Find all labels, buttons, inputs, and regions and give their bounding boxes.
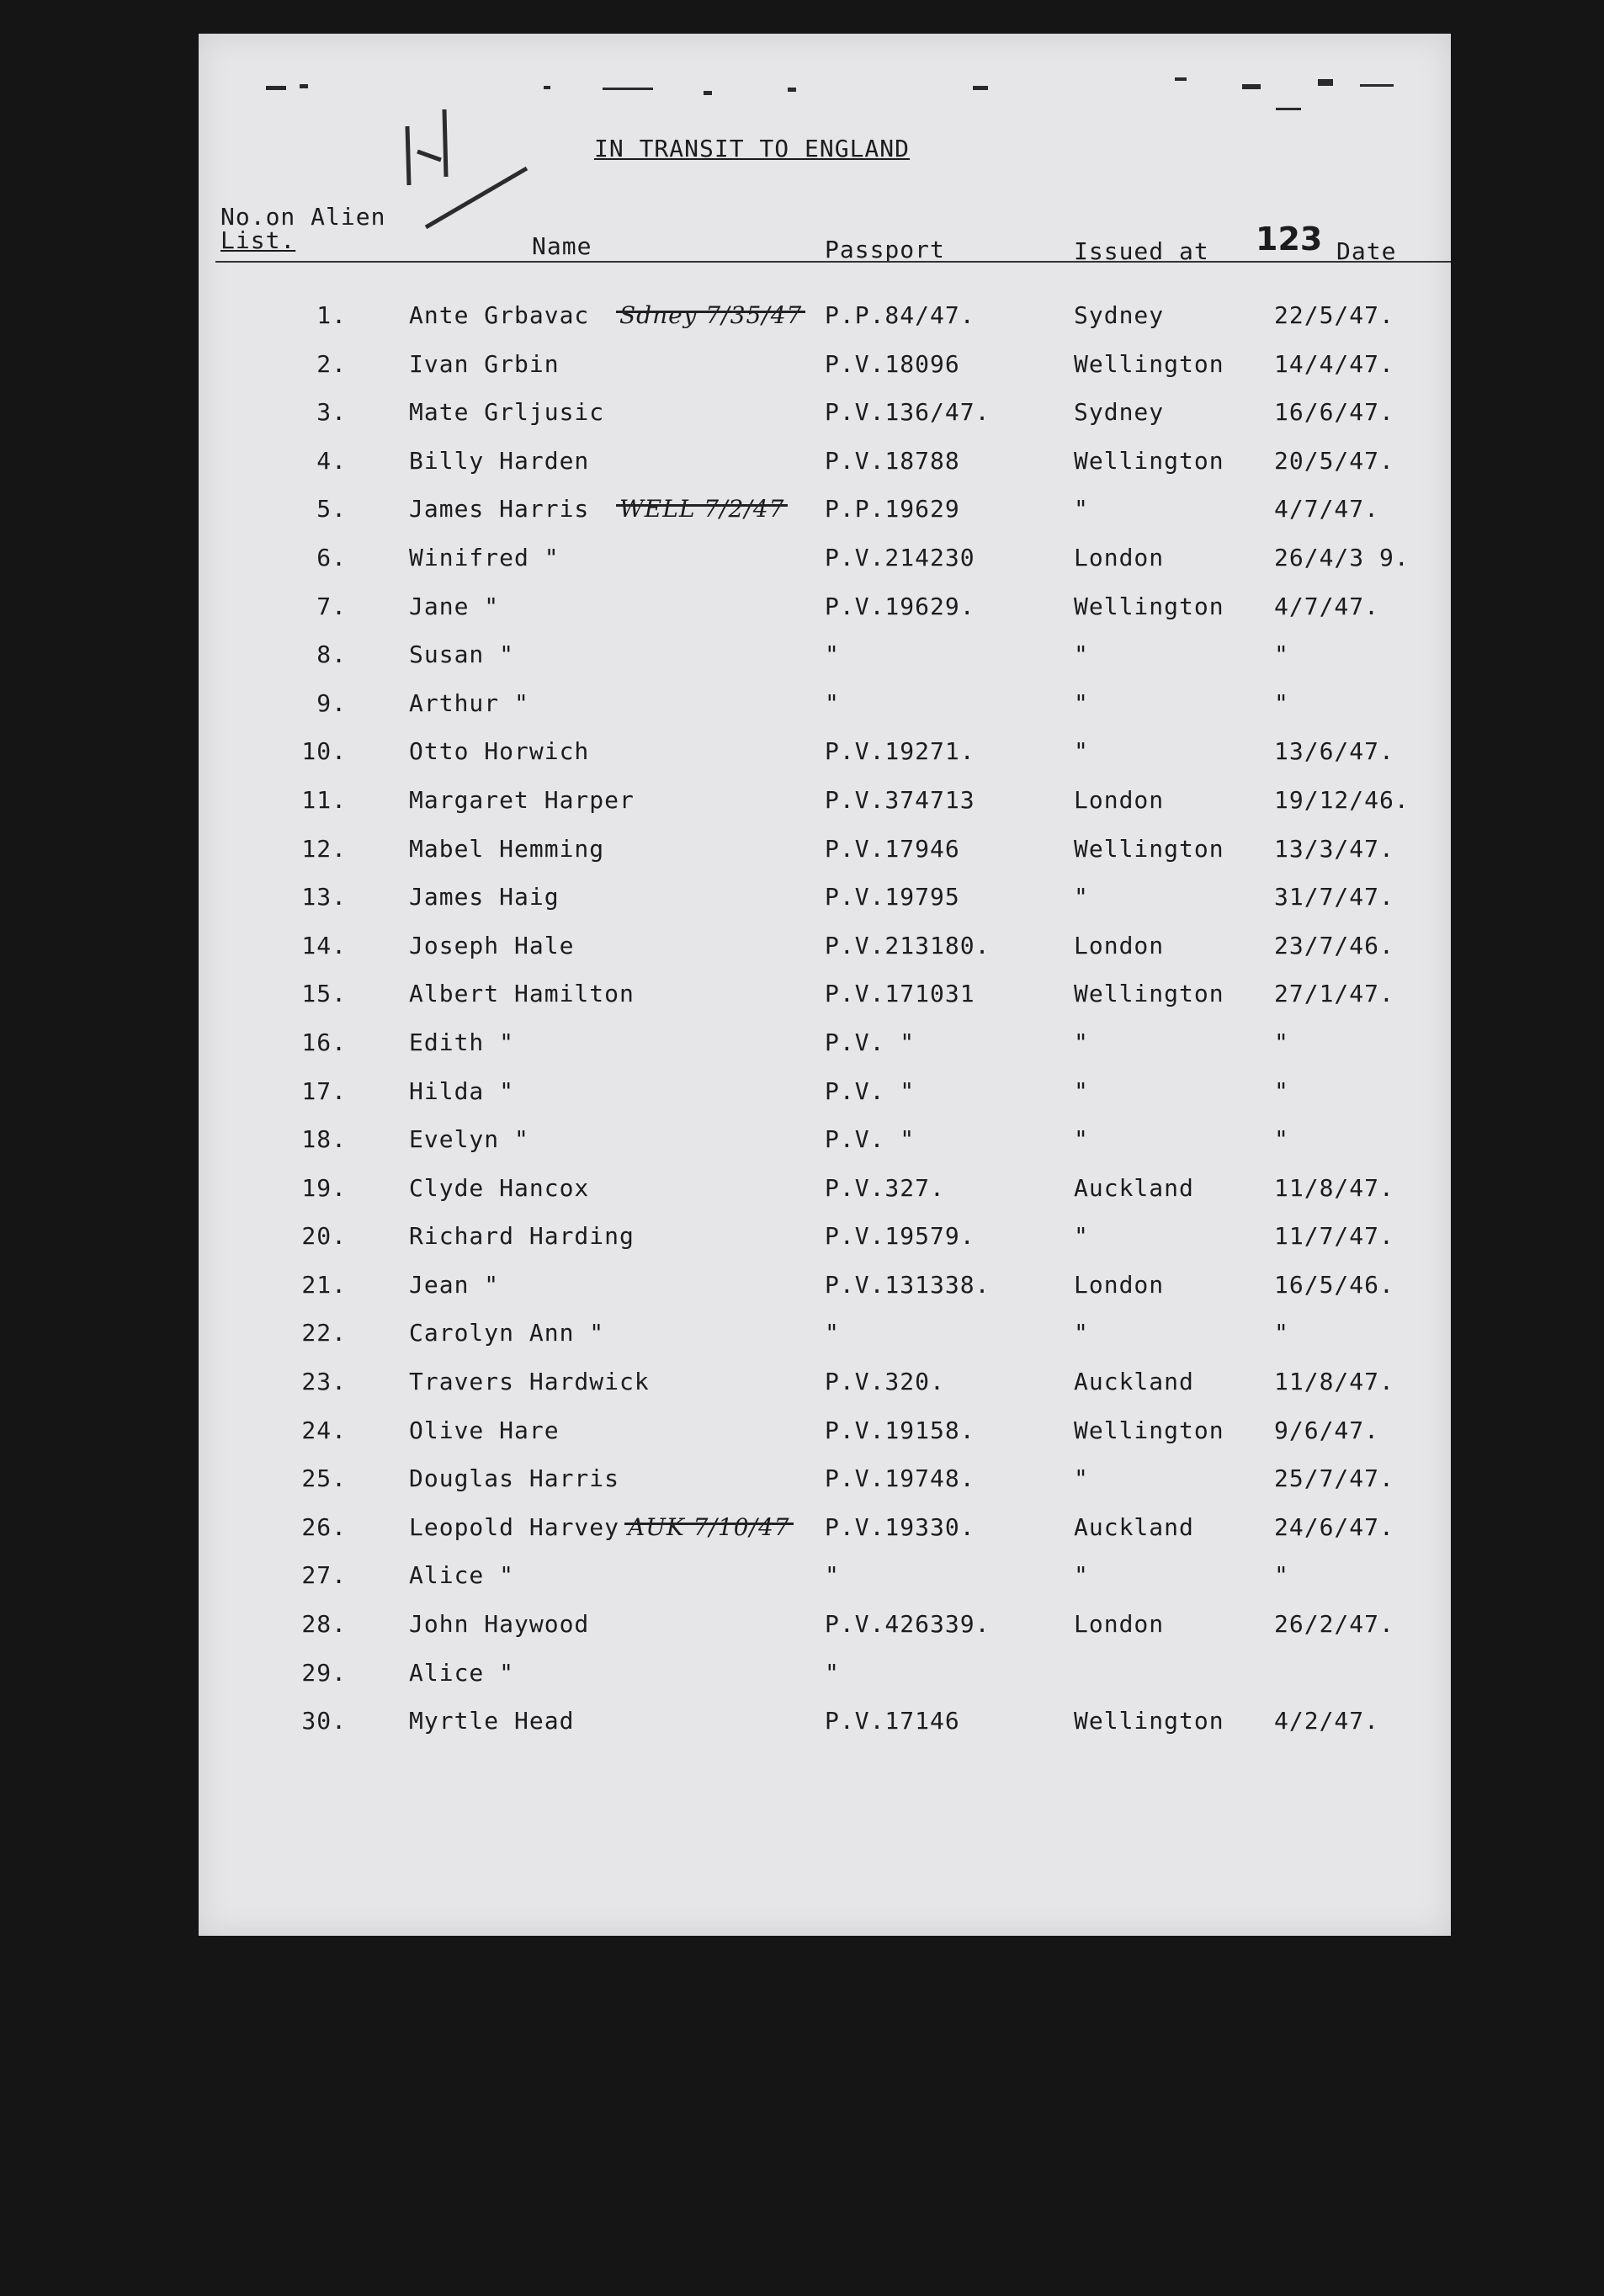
row-issued-at: London <box>1074 543 1165 571</box>
row-issued-at: " <box>1074 1076 1089 1105</box>
row-number: 3. <box>316 398 347 427</box>
row-number: 22. <box>301 1319 347 1347</box>
table-row <box>199 737 1451 786</box>
row-number: 24. <box>301 1416 347 1444</box>
table-row <box>199 1125 1451 1174</box>
table-row <box>199 301 1451 350</box>
row-passport: " <box>825 1319 840 1347</box>
row-issued-at: London <box>1074 785 1165 814</box>
row-number: 10. <box>301 737 347 766</box>
table-row <box>199 1077 1451 1126</box>
row-issued-at: " <box>1074 640 1089 669</box>
row-name: Myrtle Head <box>409 1707 575 1735</box>
row-number: 20. <box>301 1222 347 1251</box>
row-name: Edith " <box>409 1028 515 1056</box>
row-issued-at: " <box>1074 1464 1089 1493</box>
row-issued-at: London <box>1074 931 1165 959</box>
row-date: " <box>1274 1319 1289 1347</box>
row-issued-at: London <box>1074 1270 1165 1299</box>
row-number: 25. <box>301 1464 347 1493</box>
row-name: John Haywood <box>409 1610 590 1639</box>
table-row <box>199 1464 1451 1513</box>
row-issued-at: Wellington <box>1074 592 1224 620</box>
row-issued-at: " <box>1074 1222 1089 1251</box>
table-row <box>199 1028 1451 1077</box>
row-passport: P.P.84/47. <box>825 301 975 329</box>
row-name: Arthur " <box>409 688 529 717</box>
row-date: 26/2/47. <box>1274 1610 1394 1639</box>
row-issued-at: " <box>1074 1125 1089 1154</box>
row-date: 11/7/47. <box>1274 1222 1394 1251</box>
row-name: Travers Hardwick <box>409 1368 650 1396</box>
row-date: 25/7/47. <box>1274 1464 1394 1493</box>
row-passport: P.V.426339. <box>825 1610 991 1639</box>
header-number-line2: List. <box>220 226 296 254</box>
row-passport: P.V.17146 <box>825 1707 960 1735</box>
row-number: 16. <box>301 1028 347 1056</box>
folio-handwritten-mark <box>401 93 535 236</box>
row-issued-at: Wellington <box>1074 1416 1224 1444</box>
table-row <box>199 640 1451 689</box>
row-number: 29. <box>301 1658 347 1687</box>
row-issued-at: Wellington <box>1074 1707 1224 1735</box>
row-date: 4/7/47. <box>1274 495 1380 524</box>
row-name: Susan " <box>409 640 515 669</box>
row-passport: P.V.19271. <box>825 737 975 766</box>
table-row <box>199 689 1451 738</box>
row-number: 5. <box>316 495 347 524</box>
row-date: " <box>1274 640 1289 669</box>
row-passport: P.V.18788 <box>825 446 960 475</box>
row-issued-at: " <box>1074 1319 1089 1347</box>
row-date: 22/5/47. <box>1274 301 1394 329</box>
row-passport: P.V.18096 <box>825 349 960 378</box>
row-name: Jane " <box>409 592 500 620</box>
row-date: 14/4/47. <box>1274 349 1394 378</box>
table-row <box>199 593 1451 641</box>
row-date: 31/7/47. <box>1274 883 1394 911</box>
row-number: 27. <box>301 1561 347 1590</box>
row-number: 2. <box>316 349 347 378</box>
row-date: 20/5/47. <box>1274 446 1394 475</box>
row-name: Hilda " <box>409 1076 515 1105</box>
row-issued-at: Sydney <box>1074 301 1165 329</box>
header-passport: Passport <box>825 236 945 263</box>
document-title: IN TRANSIT TO ENGLAND <box>594 135 911 162</box>
row-passport: P.V.19579. <box>825 1222 975 1251</box>
row-issued-at: Wellington <box>1074 446 1224 475</box>
row-name: Alice " <box>409 1561 515 1590</box>
table-row <box>199 1174 1451 1223</box>
table-row <box>199 350 1451 399</box>
row-passport: P.P.19629 <box>825 495 960 524</box>
row-number: 1. <box>316 301 347 329</box>
row-issued-at: Auckland <box>1074 1173 1194 1202</box>
row-date: 13/6/47. <box>1274 737 1394 766</box>
row-issued-at: " <box>1074 1561 1089 1590</box>
row-number: 26. <box>301 1512 347 1541</box>
table-row <box>199 980 1451 1028</box>
row-name: Douglas Harris <box>409 1464 620 1493</box>
row-name: Evelyn " <box>409 1125 529 1154</box>
row-number: 28. <box>301 1610 347 1639</box>
table-row <box>199 1659 1451 1708</box>
row-passport: P.V. " <box>825 1028 916 1056</box>
row-date: 4/7/47. <box>1274 592 1380 620</box>
row-name: Carolyn Ann " <box>409 1319 605 1347</box>
row-name: Mate Grljusic <box>409 398 605 427</box>
table-row <box>199 398 1451 447</box>
row-name: Otto Horwich <box>409 737 590 766</box>
row-passport: P.V.320. <box>825 1368 945 1396</box>
row-number: 13. <box>301 883 347 911</box>
row-name: Jean " <box>409 1270 500 1299</box>
table-row <box>199 1707 1451 1756</box>
row-passport: " <box>825 688 840 717</box>
row-name: Billy Harden <box>409 446 590 475</box>
header-issued-at: Issued at <box>1074 237 1209 265</box>
row-issued-at: " <box>1074 495 1089 524</box>
row-issued-at: Wellington <box>1074 834 1224 863</box>
row-date: 16/6/47. <box>1274 398 1394 427</box>
struck-through-annotation: AUK 7/10/47 <box>628 1512 790 1541</box>
row-number: 21. <box>301 1270 347 1299</box>
row-issued-at: Auckland <box>1074 1368 1194 1396</box>
row-passport: " <box>825 640 840 669</box>
row-name: Margaret Harper <box>409 785 635 814</box>
row-number: 19. <box>301 1173 347 1202</box>
table-row <box>199 835 1451 884</box>
row-name: Albert Hamilton <box>409 980 635 1008</box>
table-row <box>199 544 1451 593</box>
row-name: Olive Hare <box>409 1416 560 1444</box>
row-number: 11. <box>301 785 347 814</box>
row-date: " <box>1274 1125 1289 1154</box>
row-date: 26/4/3 9. <box>1274 543 1410 571</box>
row-number: 23. <box>301 1368 347 1396</box>
row-passport: P.V.19158. <box>825 1416 975 1444</box>
row-number: 8. <box>316 640 347 669</box>
row-date: 19/12/46. <box>1274 785 1410 814</box>
row-passport: P.V.374713 <box>825 785 975 814</box>
table-row <box>199 1271 1451 1320</box>
row-issued-at: Sydney <box>1074 398 1165 427</box>
header-number-line1: No.on Alien <box>220 203 386 231</box>
row-date: " <box>1274 1028 1289 1056</box>
page-number: 123 <box>1256 221 1323 258</box>
row-name: Ivan Grbin <box>409 349 560 378</box>
row-name: James Haig <box>409 883 560 911</box>
row-issued-at: Auckland <box>1074 1512 1194 1541</box>
row-date: 13/3/47. <box>1274 834 1394 863</box>
row-number: 15. <box>301 980 347 1008</box>
row-name: Alice " <box>409 1658 515 1687</box>
row-date: " <box>1274 1076 1289 1105</box>
row-date: 11/8/47. <box>1274 1368 1394 1396</box>
row-number: 7. <box>316 592 347 620</box>
row-date: " <box>1274 1561 1289 1590</box>
row-issued-at: " <box>1074 688 1089 717</box>
row-issued-at: Wellington <box>1074 349 1224 378</box>
row-passport: P.V.213180. <box>825 931 991 959</box>
row-passport: P.V.131338. <box>825 1270 991 1299</box>
table-row <box>199 1610 1451 1659</box>
header-rule <box>215 261 1451 263</box>
row-date: " <box>1274 688 1289 717</box>
table-row <box>199 1368 1451 1416</box>
row-number: 17. <box>301 1076 347 1105</box>
row-passport: " <box>825 1658 840 1687</box>
table-row <box>199 495 1451 544</box>
table-row <box>199 1561 1451 1610</box>
row-name: Leopold Harvey <box>409 1512 620 1541</box>
row-passport: P.V.19795 <box>825 883 960 911</box>
row-name: Clyde Hancox <box>409 1173 590 1202</box>
row-passport: P.V.19748. <box>825 1464 975 1493</box>
row-issued-at: " <box>1074 737 1089 766</box>
alien-list-table <box>199 301 1451 1756</box>
table-row <box>199 447 1451 496</box>
row-date: 4/2/47. <box>1274 1707 1380 1735</box>
row-date: 11/8/47. <box>1274 1173 1394 1202</box>
row-date: 23/7/46. <box>1274 931 1394 959</box>
row-passport: P.V.171031 <box>825 980 975 1008</box>
document-page <box>199 34 1451 1936</box>
row-passport: P.V.17946 <box>825 834 960 863</box>
row-name: Richard Harding <box>409 1222 635 1251</box>
row-passport: P.V.19629. <box>825 592 975 620</box>
row-name: Ante Grbavac <box>409 301 590 329</box>
header-name: Name <box>532 232 592 260</box>
table-row <box>199 1416 1451 1465</box>
row-number: 9. <box>316 688 347 717</box>
row-passport: P.V.327. <box>825 1173 945 1202</box>
row-passport: P.V.214230 <box>825 543 975 571</box>
table-row <box>199 932 1451 981</box>
row-issued-at: London <box>1074 1610 1165 1639</box>
row-name: James Harris <box>409 495 590 524</box>
row-passport: P.V.136/47. <box>825 398 991 427</box>
row-number: 6. <box>316 543 347 571</box>
row-issued-at: " <box>1074 1028 1089 1056</box>
row-issued-at: " <box>1074 883 1089 911</box>
row-date: 24/6/47. <box>1274 1512 1394 1541</box>
row-number: 30. <box>301 1707 347 1735</box>
row-number: 14. <box>301 931 347 959</box>
row-number: 18. <box>301 1125 347 1154</box>
table-row <box>199 1319 1451 1368</box>
header-number <box>220 205 385 252</box>
row-passport: " <box>825 1561 840 1590</box>
row-number: 4. <box>316 446 347 475</box>
row-name: Mabel Hemming <box>409 834 605 863</box>
row-passport: P.V. " <box>825 1076 916 1105</box>
header-date: Date <box>1336 237 1397 265</box>
row-date: 27/1/47. <box>1274 980 1394 1008</box>
table-row <box>199 1513 1451 1562</box>
struck-through-annotation: WELL 7/2/47 <box>619 495 785 524</box>
table-row <box>199 786 1451 835</box>
row-number: 12. <box>301 834 347 863</box>
row-date: 9/6/47. <box>1274 1416 1380 1444</box>
struck-through-annotation: Sdney 7/35/47 <box>619 301 803 329</box>
row-issued-at: Wellington <box>1074 980 1224 1008</box>
row-date: 16/5/46. <box>1274 1270 1394 1299</box>
table-row <box>199 883 1451 932</box>
row-name: Joseph Hale <box>409 931 575 959</box>
row-passport: P.V. " <box>825 1125 916 1154</box>
row-passport: P.V.19330. <box>825 1512 975 1541</box>
row-name: Winifred " <box>409 543 560 571</box>
table-row <box>199 1222 1451 1271</box>
